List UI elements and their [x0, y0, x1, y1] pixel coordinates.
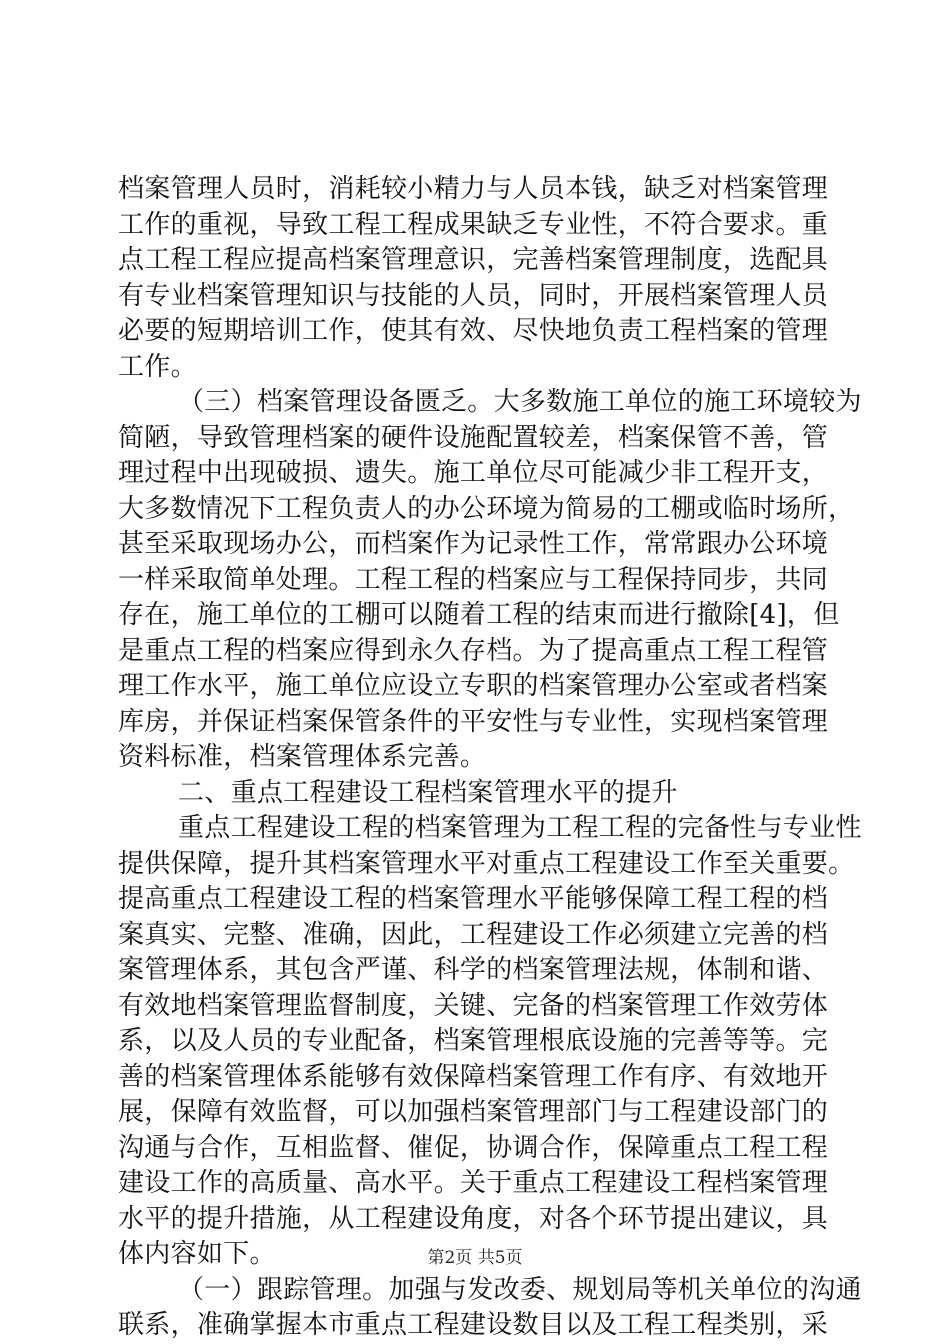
text-line: 甚至采取现场办公，而档案作为记录性工作，常常跟办公环境: [118, 529, 829, 559]
text-line: 有专业档案管理知识与技能的人员，同时，开展档案管理人员: [118, 280, 829, 311]
text-line: 大多数情况下工程负责人的办公环境为简易的工棚或临时场所，: [118, 493, 855, 524]
paragraph-start-line: （三）档案管理设备匮乏。大多数施工单位的施工环境较为: [178, 387, 862, 417]
text-line: 联系，准确掌握本市重点工程建设数目以及工程工程类别，采: [118, 1310, 829, 1340]
text-line: 简陋，导致管理档案的硬件设施配置较差，档案保管不善，管: [118, 422, 829, 453]
text-line: 点工程工程应提高档案管理意识，完善档案管理制度，选配具: [118, 245, 829, 275]
text-line: 体内容如下。: [118, 1239, 276, 1269]
section-heading: 二、重点工程建设工程档案管理水平的提升: [178, 777, 678, 808]
paragraph-start-line: （一）跟踪管理。加强与发改委、规划局等机关单位的沟通: [178, 1274, 862, 1305]
text-line: 一样采取简单处理。工程工程的档案应与工程保持同步，共同: [118, 564, 829, 595]
text-line: 存在，施工单位的工棚可以随着工程的结束而进行撤除[4]，但: [118, 600, 840, 630]
text-line: 系，以及人员的专业配备，档案管理根底设施的完善等等。完: [118, 1026, 829, 1056]
text-line: 提供保障，提升其档案管理水平对重点工程建设工作至关重要。: [118, 848, 855, 879]
text-line: 案真实、完整、准确，因此，工程建设工作必须建立完善的档: [118, 919, 829, 950]
text-line: 沟通与合作，互相监督、催促，协调合作，保障重点工程工程: [118, 1132, 829, 1163]
text-line: 资料标准，档案管理体系完善。: [118, 742, 487, 772]
text-line: 必要的短期培训工作，使其有效、尽快地负责工程档案的管理: [118, 316, 829, 346]
text-line: 善的档案管理体系能够有效保障档案管理工作有序、有效地开: [118, 1061, 829, 1092]
text-line: 档案管理人员时，消耗较小精力与人员本钱，缺乏对档案管理: [118, 174, 829, 204]
text-line: 工作。: [118, 351, 197, 382]
page-number-footer: 第2页 共5页: [427, 1248, 523, 1268]
text-line: 库房，并保证档案保管条件的平安性与专业性，实现档案管理: [118, 706, 829, 737]
body-text: [118, 172, 862, 1344]
text-line: 建设工作的高质量、高水平。关于重点工程建设工程档案管理: [118, 1168, 829, 1198]
text-line: 案管理体系，其包含严谨、科学的档案管理法规，体制和谐、: [118, 955, 829, 985]
text-line: 是重点工程的档案应得到永久存档。为了提高重点工程工程管: [118, 635, 829, 666]
text-line: 提高重点工程建设工程的档案管理水平能够保障工程工程的档: [118, 884, 829, 914]
text-line: 有效地档案管理监督制度，关键、完备的档案管理工作效劳体: [118, 990, 829, 1021]
text-line: 理过程中出现破损、遗失。施工单位尽可能减少非工程开支，: [118, 458, 829, 488]
text-line: 工作的重视，导致工程工程成果缺乏专业性，不符合要求。重: [118, 209, 829, 240]
paragraph-start-line: 重点工程建设工程的档案管理为工程工程的完备性与专业性: [178, 813, 862, 843]
text-line: 展，保障有效监督，可以加强档案管理部门与工程建设部门的: [118, 1097, 829, 1127]
text-line: 理工作水平，施工单位应设立专职的档案管理办公室或者档案: [118, 671, 829, 701]
text-line: 水平的提升措施，从工程建设角度，对各个环节提出建议，具: [118, 1203, 829, 1234]
